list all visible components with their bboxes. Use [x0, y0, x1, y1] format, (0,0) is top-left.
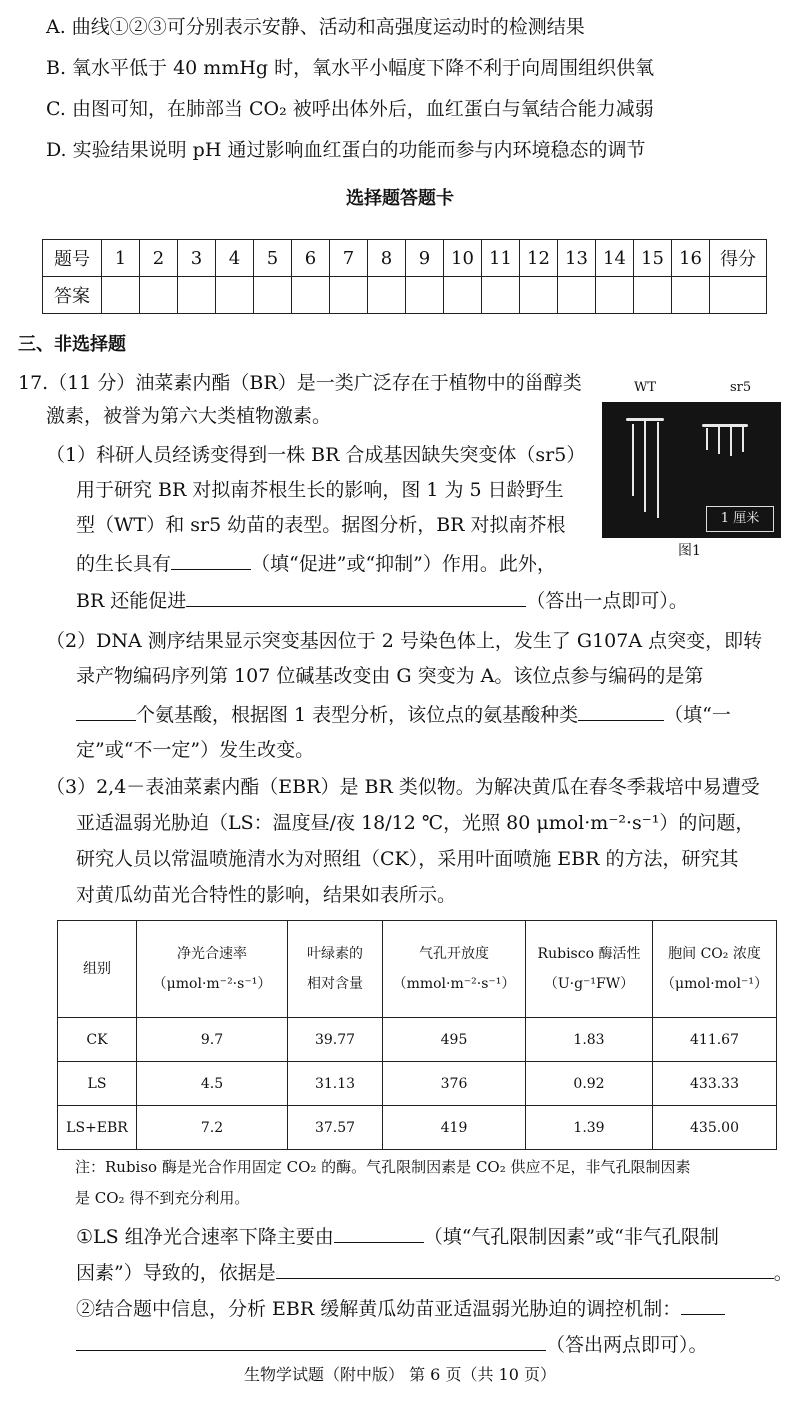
q17-part2-line3	[76, 700, 731, 728]
answer-cell[interactable]	[672, 277, 710, 314]
q17-part2-line4: 定”或“不一定”）发生改变。	[76, 739, 315, 761]
answer-cell[interactable]	[596, 277, 634, 314]
sub-question-1-line2	[76, 1258, 793, 1286]
question-number: 12	[520, 240, 558, 277]
question-number: 15	[634, 240, 672, 277]
question-number: 4	[216, 240, 254, 277]
q17-part1-line4	[76, 549, 556, 577]
table-note-line2: 是 CO₂ 得不到充分利用。	[75, 1189, 250, 1207]
cell-value: 1.83	[526, 1018, 653, 1062]
q17-part3-line3: 研究人员以常温喷施清水为对照组（CK），采用叶面喷施 EBR 的方法，研究其	[76, 848, 739, 870]
answer-blank-promote-inhibit[interactable]	[171, 549, 251, 570]
header-rubisco-activity: Rubisco 酶活性 （U·g⁻¹FW）	[526, 921, 653, 1018]
answer-cell[interactable]	[482, 277, 520, 314]
sub-question-2-line1	[76, 1294, 725, 1322]
table-row	[58, 1106, 777, 1150]
q17-intro-line2: 激素，被誉为第六大类植物激素。	[46, 405, 332, 427]
scale-bar: 1 厘米	[706, 506, 774, 532]
row-label-number: 题号	[43, 240, 102, 277]
question-number: 11	[482, 240, 520, 277]
answer-card-title: 选择题答题卡	[346, 188, 454, 209]
answer-cell[interactable]	[520, 277, 558, 314]
answer-card-table	[42, 239, 767, 314]
cell-value: 435.00	[653, 1106, 777, 1150]
cell-value: 1.39	[526, 1106, 653, 1150]
answer-blank-mechanism[interactable]	[76, 1330, 546, 1351]
q17-part1-hint: （答出一点即可）。	[526, 590, 688, 612]
answer-cell[interactable]	[558, 277, 596, 314]
score-cell[interactable]	[710, 277, 767, 314]
cell-value: 37.57	[288, 1106, 383, 1150]
table-row	[58, 1062, 777, 1106]
seedling-photo	[602, 380, 781, 538]
cell-group: LS+EBR	[58, 1106, 137, 1150]
q17-intro-line1: 17.（11 分）油菜素内酯（BR）是一类广泛存在于植物中的甾醇类	[18, 372, 582, 394]
q17-part2-hint: （填“一	[664, 704, 731, 726]
sr5-label: sr5	[730, 380, 752, 395]
sr5-root	[730, 424, 732, 456]
cell-value: 4.5	[137, 1062, 288, 1106]
q17-part3-line2: 亚适温弱光胁迫（LS：温度昼/夜 18/12 ℃，光照 80 μmol·m⁻²·s⁻¹）的问题，	[76, 812, 755, 834]
sub-question-1-text: 因素”）导致的，依据是	[76, 1262, 276, 1284]
q17-part1-line5	[76, 586, 688, 614]
option-c: C. 由图可知，在肺部当 CO₂ 被呼出体外后，血红蛋白与氧结合能力减弱	[46, 98, 654, 120]
question-number: 14	[596, 240, 634, 277]
q17-part3-line1: （3）2,4－表油菜素内酯（EBR）是 BR 类似物。为解决黄瓜在春冬季栽培中易遭受	[46, 776, 760, 798]
q17-part1-line1: （1）科研人员经诱变得到一株 BR 合成基因缺失突变体（sr5）	[46, 444, 586, 466]
answer-cell[interactable]	[102, 277, 140, 314]
answer-blank-br-function[interactable]	[186, 586, 526, 607]
cell-value: 411.67	[653, 1018, 777, 1062]
wt-root	[657, 422, 659, 518]
cell-group: LS	[58, 1062, 137, 1106]
answer-blank-evidence[interactable]	[276, 1258, 774, 1279]
cell-value: 7.2	[137, 1106, 288, 1150]
cell-value: 495	[383, 1018, 526, 1062]
question-number: 6	[292, 240, 330, 277]
q17-part1-line3: 型（WT）和 sr5 幼苗的表型。据图分析，BR 对拟南芥根	[76, 514, 566, 536]
wt-root	[644, 420, 646, 512]
sub-question-2-hint: （答出两点即可）。	[546, 1334, 708, 1356]
sub-question-1-hint: （填“气孔限制因素”或“非气孔限制	[423, 1226, 719, 1248]
cell-value: 39.77	[288, 1018, 383, 1062]
figure-caption: 图1	[678, 543, 701, 559]
answer-cell[interactable]	[292, 277, 330, 314]
q17-part1-hint: （填“促进”或“抑制”）作用。此外，	[251, 553, 556, 575]
answer-cell[interactable]	[330, 277, 368, 314]
question-number: 10	[444, 240, 482, 277]
question-number: 3	[178, 240, 216, 277]
question-number: 16	[672, 240, 710, 277]
answer-cell[interactable]	[178, 277, 216, 314]
header-intercellular-co2: 胞间 CO₂ 浓度 （μmol·mol⁻¹）	[653, 921, 777, 1018]
header-net-photosynthesis: 净光合速率 （μmol·m⁻²·s⁻¹）	[137, 921, 288, 1018]
table-row	[58, 1018, 777, 1062]
question-number: 1	[102, 240, 140, 277]
section-title: 三、非选择题	[18, 334, 126, 355]
option-a: A. 曲线①②③可分别表示安静、活动和高强度运动时的检测结果	[46, 16, 585, 38]
page-footer: 生物学试题（附中版） 第 6 页（共 10 页）	[244, 1365, 556, 1384]
wt-root	[632, 424, 634, 496]
answer-blank-mechanism-start[interactable]	[681, 1294, 725, 1315]
answer-blank-amino-acid-position[interactable]	[76, 700, 136, 721]
header-group: 组别	[58, 921, 137, 1018]
table-note-line1: 注：Rubiso 酶是光合作用固定 CO₂ 的酶。气孔限制因素是 CO₂ 供应不足，非气孔限制因素	[75, 1158, 691, 1176]
q17-part2-line2: 录产物编码序列第 107 位碱基改变由 G 突变为 A。该位点参与编码的是第	[76, 665, 704, 687]
cell-value: 0.92	[526, 1062, 653, 1106]
answer-blank-limiting-factor[interactable]	[334, 1222, 424, 1243]
answer-cell[interactable]	[368, 277, 406, 314]
header-stomatal-conductance: 气孔开放度 （mmol·m⁻²·s⁻¹）	[383, 921, 526, 1018]
wt-label: WT	[634, 380, 657, 395]
option-b: B. 氧水平低于 40 mmHg 时，氧水平小幅度下降不利于向周围组织供氧	[46, 57, 655, 79]
sub-question-1-line1	[76, 1222, 719, 1250]
question-number: 2	[140, 240, 178, 277]
cell-value: 433.33	[653, 1062, 777, 1106]
cell-value: 376	[383, 1062, 526, 1106]
answer-cell[interactable]	[634, 277, 672, 314]
q17-part1-text: BR 还能促进	[76, 590, 187, 612]
option-d: D. 实验结果说明 pH 通过影响血红蛋白的功能而参与内环境稳态的调节	[46, 139, 646, 161]
q17-part2-text: 个氨基酸，根据图 1 表型分析，该位点的氨基酸种类	[136, 704, 579, 726]
answer-cell[interactable]	[216, 277, 254, 314]
question-number: 8	[368, 240, 406, 277]
cell-value: 9.7	[137, 1018, 288, 1062]
sr5-root	[718, 426, 720, 454]
q17-part2-line1: （2）DNA 测序结果显示突变基因位于 2 号染色体上，发生了 G107A 点突变，即转	[46, 630, 763, 652]
header-chlorophyll: 叶绿素的 相对含量	[288, 921, 383, 1018]
answer-blank-amino-acid-change[interactable]	[578, 700, 664, 721]
answer-cell[interactable]	[254, 277, 292, 314]
cell-value: 31.13	[288, 1062, 383, 1106]
sub-question-2-line2	[76, 1330, 708, 1358]
question-number: 5	[254, 240, 292, 277]
question-number: 9	[406, 240, 444, 277]
sr5-root	[742, 426, 744, 452]
wt-cotyledons	[626, 418, 664, 421]
sub-question-2-text: ②结合题中信息，分析 EBR 缓解黄瓜幼苗亚适温弱光胁迫的调控机制：	[76, 1298, 682, 1320]
period: 。	[773, 1262, 793, 1284]
answer-cell[interactable]	[140, 277, 178, 314]
sub-question-1-text: ①LS 组净光合速率下降主要由	[76, 1226, 334, 1248]
cell-group: CK	[58, 1018, 137, 1062]
question-number: 13	[558, 240, 596, 277]
row-label-answer: 答案	[43, 277, 102, 314]
score-label: 得分	[710, 240, 767, 277]
q17-part3-line4: 对黄瓜幼苗光合特性的影响，结果如表所示。	[76, 884, 457, 906]
answer-cell[interactable]	[444, 277, 482, 314]
q17-part1-text: 的生长具有	[76, 553, 172, 575]
answer-cell[interactable]	[406, 277, 444, 314]
results-table	[57, 920, 777, 1150]
sr5-cotyledons	[702, 424, 748, 427]
cell-value: 419	[383, 1106, 526, 1150]
q17-part1-line2: 用于研究 BR 对拟南芥根生长的影响，图 1 为 5 日龄野生	[76, 479, 564, 501]
question-number: 7	[330, 240, 368, 277]
sr5-root	[706, 428, 708, 450]
